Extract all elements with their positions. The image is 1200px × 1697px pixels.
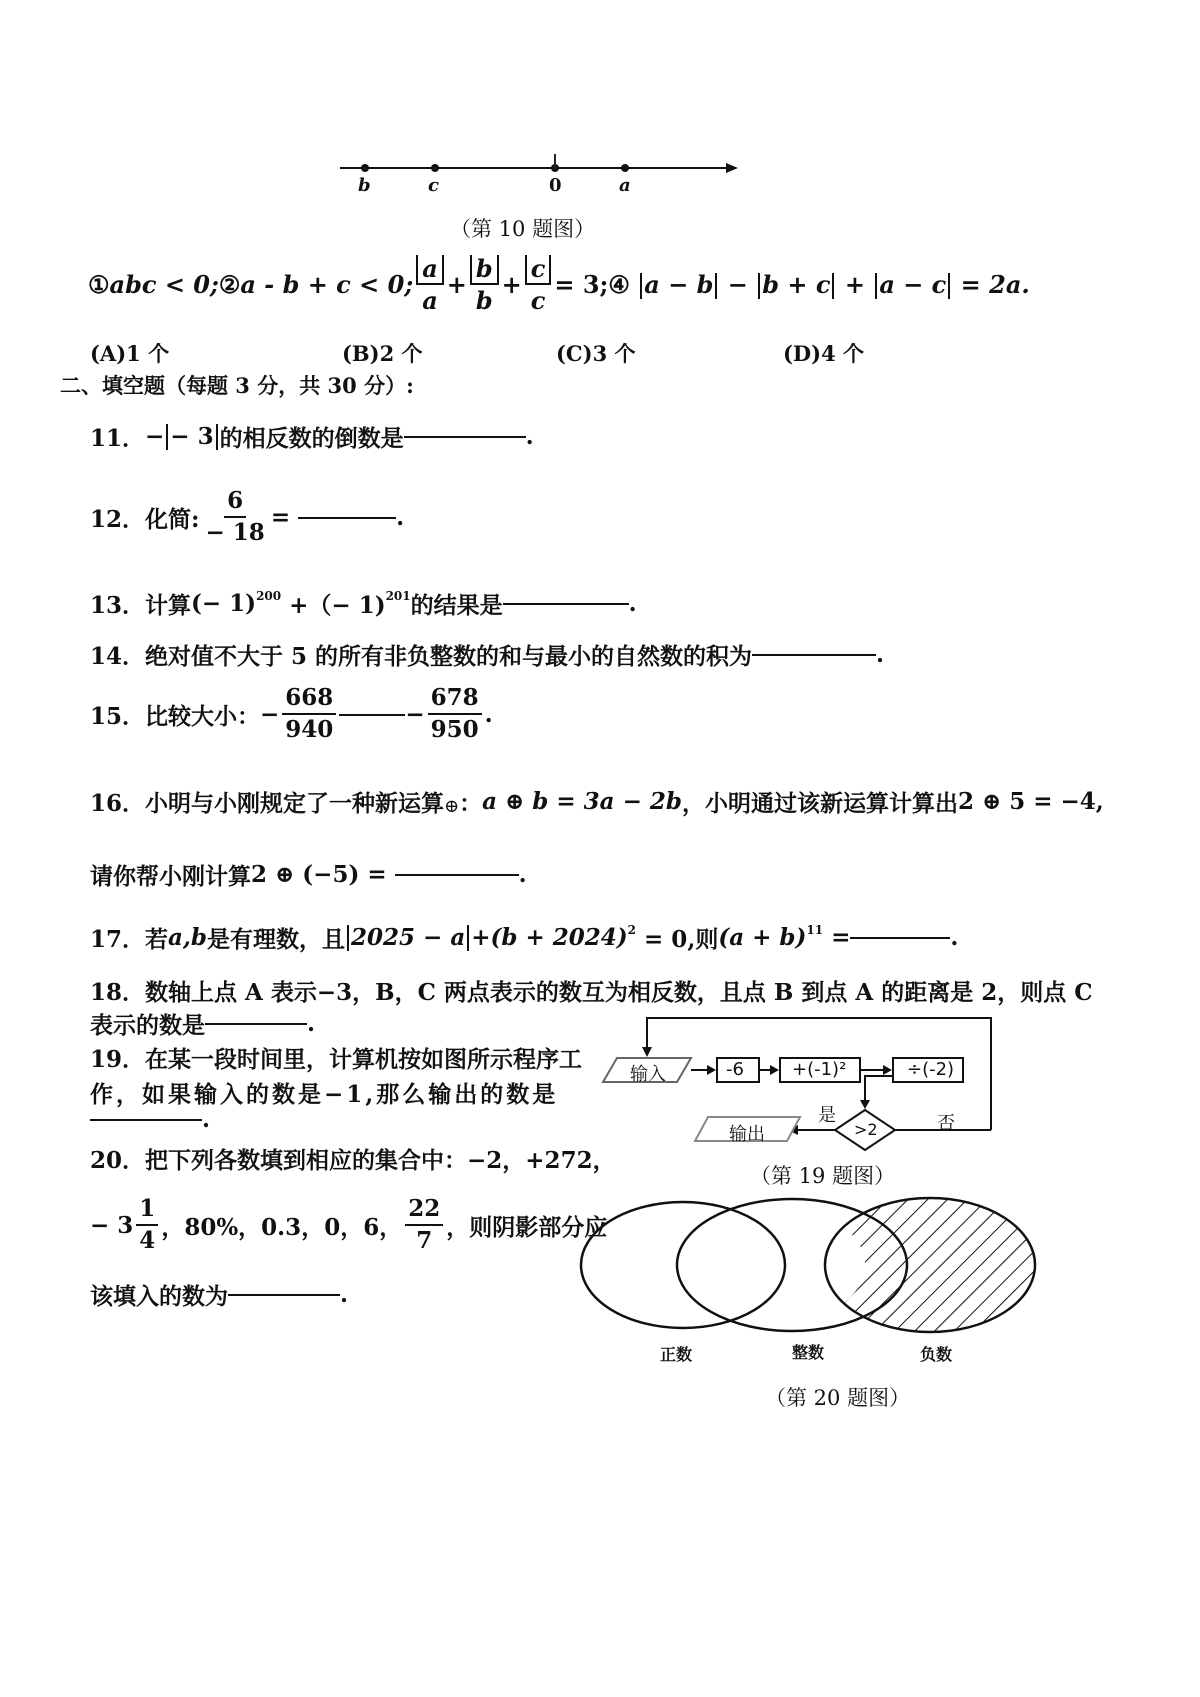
- q18-text1: 数轴上点 A 表示−3，B，C 两点表示的数互为相反数，且点 B 到点 A 的距离是 2，则点 C: [145, 979, 1093, 1006]
- q16-line2: [90, 858, 527, 891]
- q18-end: .: [307, 1010, 316, 1037]
- q18-answer-blank[interactable]: [205, 1022, 307, 1025]
- q13-base1: (− 1): [191, 590, 257, 617]
- number-line-figure: [330, 150, 750, 210]
- q12-end: .: [396, 503, 405, 531]
- q20-caption: （第 20 题图）: [765, 1386, 911, 1410]
- q13-exp2: 201: [385, 588, 411, 603]
- q20-mixed-whole: − 3: [90, 1211, 134, 1239]
- q17-exp: 11: [806, 922, 824, 937]
- q17-answer-blank[interactable]: [850, 936, 950, 939]
- circled-four: ④: [608, 270, 630, 300]
- q17-text1: 若: [145, 926, 169, 953]
- q11-answer-blank[interactable]: [404, 435, 526, 438]
- flow-output-label: 输出: [729, 1124, 765, 1145]
- q19-line1: [90, 1041, 582, 1074]
- q20-line2: [90, 1196, 607, 1255]
- q13-exp1: 200: [256, 588, 282, 603]
- venn-label-integer: 整数: [792, 1343, 825, 1362]
- q16-definition: a ⊕ b = 3a − 2b: [482, 788, 682, 815]
- q17-paren2: (a + b): [718, 924, 807, 951]
- statement-3-tail: = 3;: [554, 270, 609, 300]
- q19-line3: [90, 1106, 210, 1133]
- statement-4-end: = 2a.: [960, 270, 1030, 300]
- q11-minus: −: [145, 423, 165, 450]
- q20-text3: 该填入的数为: [90, 1283, 228, 1310]
- q16-line1: [90, 785, 1104, 818]
- q15-label: 比较大小：: [145, 702, 261, 730]
- q17: [90, 921, 958, 954]
- q13-answer-blank[interactable]: [503, 602, 629, 605]
- circled-two: ②: [218, 270, 241, 300]
- q14: [90, 638, 884, 671]
- q17-square: 2: [627, 922, 637, 937]
- q18-line1: [90, 974, 1093, 1007]
- venn-label-positive: 正数: [660, 1345, 693, 1364]
- flow-condition: >2: [854, 1120, 878, 1139]
- q19-number: 19．: [90, 1046, 146, 1073]
- option-d[interactable]: (D)4 个: [783, 341, 865, 366]
- q15-end: .: [484, 700, 493, 728]
- q15-number: 15．: [90, 702, 146, 730]
- q13-label: 计算: [145, 592, 192, 619]
- q20-fraction: [405, 1196, 443, 1255]
- q17-eq0: = 0,则: [644, 926, 719, 953]
- q20-text1: 把下列各数填到相应的集合中：−2，+272，: [145, 1147, 616, 1174]
- q19-text1: 在某一段时间里，计算机按如图所示程序工: [145, 1046, 583, 1073]
- q20-venn-diagram: [575, 1195, 1040, 1340]
- q13-text: 的结果是: [410, 592, 503, 619]
- q11: [90, 420, 534, 453]
- q12-number: 12．: [90, 505, 146, 533]
- flow-yes: 是: [818, 1105, 836, 1126]
- q12: [90, 488, 404, 547]
- q15: 15． 比较大小： − $\frac{668}{940}$ − $\frac{678}{950}$ .: [90, 684, 493, 744]
- section2-title: 二、填空题（每题 3 分，共 30 分）:: [60, 373, 414, 398]
- q20-list-end: ，则阴影部分应: [446, 1213, 608, 1241]
- q16-text3: 请你帮小刚计算: [90, 863, 251, 890]
- q16-text2: ，小明通过该新运算计算出: [681, 790, 958, 817]
- label-0: 0: [549, 175, 562, 196]
- q18-number: 18．: [90, 979, 146, 1006]
- point-c: [431, 164, 439, 172]
- q17-end: .: [950, 924, 959, 951]
- point-b: [361, 164, 369, 172]
- point-a: [621, 164, 629, 172]
- flow-no: 否: [937, 1113, 955, 1134]
- q10-caption: （第 10 题图）: [450, 217, 596, 241]
- q19-answer-blank[interactable]: [90, 1118, 202, 1121]
- statement-2: a - b + c < 0;: [240, 270, 414, 300]
- q17-abs-inner: 2025 − a: [351, 924, 466, 951]
- q12-eq: =: [270, 503, 291, 531]
- q16-number: 16．: [90, 790, 146, 817]
- label-c: c: [428, 175, 439, 196]
- q20-number: 20．: [90, 1147, 146, 1174]
- q12-denominator: − 18: [205, 519, 265, 547]
- q15-answer-blank[interactable]: [339, 713, 405, 716]
- q20-mixed-den: 4: [139, 1227, 156, 1255]
- q17-paren: (b + 2024): [490, 924, 628, 951]
- q20-frac-den: 7: [416, 1227, 433, 1255]
- q15-fraction-2: [428, 685, 482, 744]
- q17-number: 17．: [90, 926, 146, 953]
- venn-left: [581, 1202, 785, 1328]
- q13-number: 13．: [90, 592, 146, 619]
- q18-text2: 表示的数是: [90, 1012, 205, 1039]
- q19-end: .: [202, 1106, 211, 1133]
- q17-eq: =: [831, 924, 851, 951]
- frac-b: $\frac{b}{b}$: [470, 255, 499, 314]
- q16-example: 2 ⊕ 5 = −4,: [957, 788, 1104, 815]
- flow-step1: -6: [726, 1059, 744, 1080]
- q19-line2: 作，如果输入的数是−1,那么输出的数是: [90, 1081, 559, 1108]
- circled-one: ①: [88, 270, 110, 300]
- flow-step3: ÷(-2): [907, 1059, 955, 1080]
- q16-end: .: [518, 861, 527, 888]
- frac-c: $\frac{c}{c}$: [525, 255, 552, 314]
- q17-plus: +: [471, 924, 491, 951]
- q16-colon: ：: [459, 790, 483, 817]
- q17-text2: 是有理数，且: [207, 926, 346, 953]
- q12-label: 化简:: [145, 505, 200, 533]
- q15-fraction-1: [282, 685, 336, 744]
- q15-d1: 940: [285, 716, 334, 744]
- q16-ask: 2 ⊕ (−5) =: [251, 861, 387, 888]
- q20-end: .: [340, 1281, 349, 1308]
- q15-d2: 950: [430, 716, 479, 744]
- q11-number: 11．: [90, 425, 146, 452]
- q10-statements: ① abc < 0; ② a - b + c < 0; $\frac{a}{a}$ + $\frac{b}{b}$ + $\frac{c}{c}$ = 3; ④ a − b − b + c + a − c = 2a.: [88, 254, 1030, 315]
- q14-end: .: [876, 641, 885, 668]
- q12-answer-blank[interactable]: [298, 516, 396, 519]
- q15-n2: 678: [428, 685, 482, 715]
- label-b: b: [358, 175, 371, 196]
- q20-line1: [90, 1142, 616, 1175]
- q12-numerator: 6: [224, 488, 246, 518]
- q20-list-mid: ，80%，0.3，0，6，: [161, 1213, 403, 1241]
- q13-end: .: [628, 590, 637, 617]
- q20-mixed-fraction: [136, 1196, 158, 1255]
- q20-line3: [90, 1278, 348, 1311]
- q16-answer-blank[interactable]: [395, 873, 519, 876]
- q16-text1: 小明与小刚规定了一种新运算: [145, 790, 445, 817]
- q20-answer-blank[interactable]: [228, 1293, 340, 1296]
- q17-vars: a,b: [168, 924, 208, 951]
- q16-op-symbol: ⊕: [444, 796, 460, 817]
- q20-mixed-num: 1: [136, 1196, 158, 1226]
- statement-1: abc < 0;: [109, 270, 219, 300]
- frac-a: $\frac{a}{a}$: [416, 255, 444, 314]
- option-c[interactable]: (C)3 个: [556, 341, 636, 366]
- flow-input-label: 输入: [630, 1064, 666, 1085]
- flow-step2: +(-1)²: [792, 1059, 847, 1080]
- q14-answer-blank[interactable]: [752, 653, 876, 656]
- venn-label-negative: 负数: [920, 1345, 953, 1364]
- q13: [90, 587, 637, 620]
- q20-frac-num: 22: [405, 1196, 443, 1226]
- q11-end: .: [525, 423, 534, 450]
- option-a[interactable]: (A)1 个: [90, 341, 170, 366]
- q14-text: 绝对值不大于 5 的所有非负整数的和与最小的自然数的积为: [145, 643, 753, 670]
- q14-number: 14．: [90, 643, 146, 670]
- q13-base2: +（− 1): [289, 592, 386, 619]
- q19-caption: （第 19 题图）: [750, 1164, 896, 1188]
- q12-fraction: [203, 488, 268, 547]
- q15-n1: 668: [282, 685, 336, 715]
- q11-text: 的相反数的倒数是: [219, 425, 404, 452]
- q18-line2: [90, 1007, 315, 1040]
- label-a: a: [619, 175, 631, 196]
- q11-abs-inner: − 3: [170, 423, 214, 450]
- option-b[interactable]: (B)2 个: [342, 341, 423, 366]
